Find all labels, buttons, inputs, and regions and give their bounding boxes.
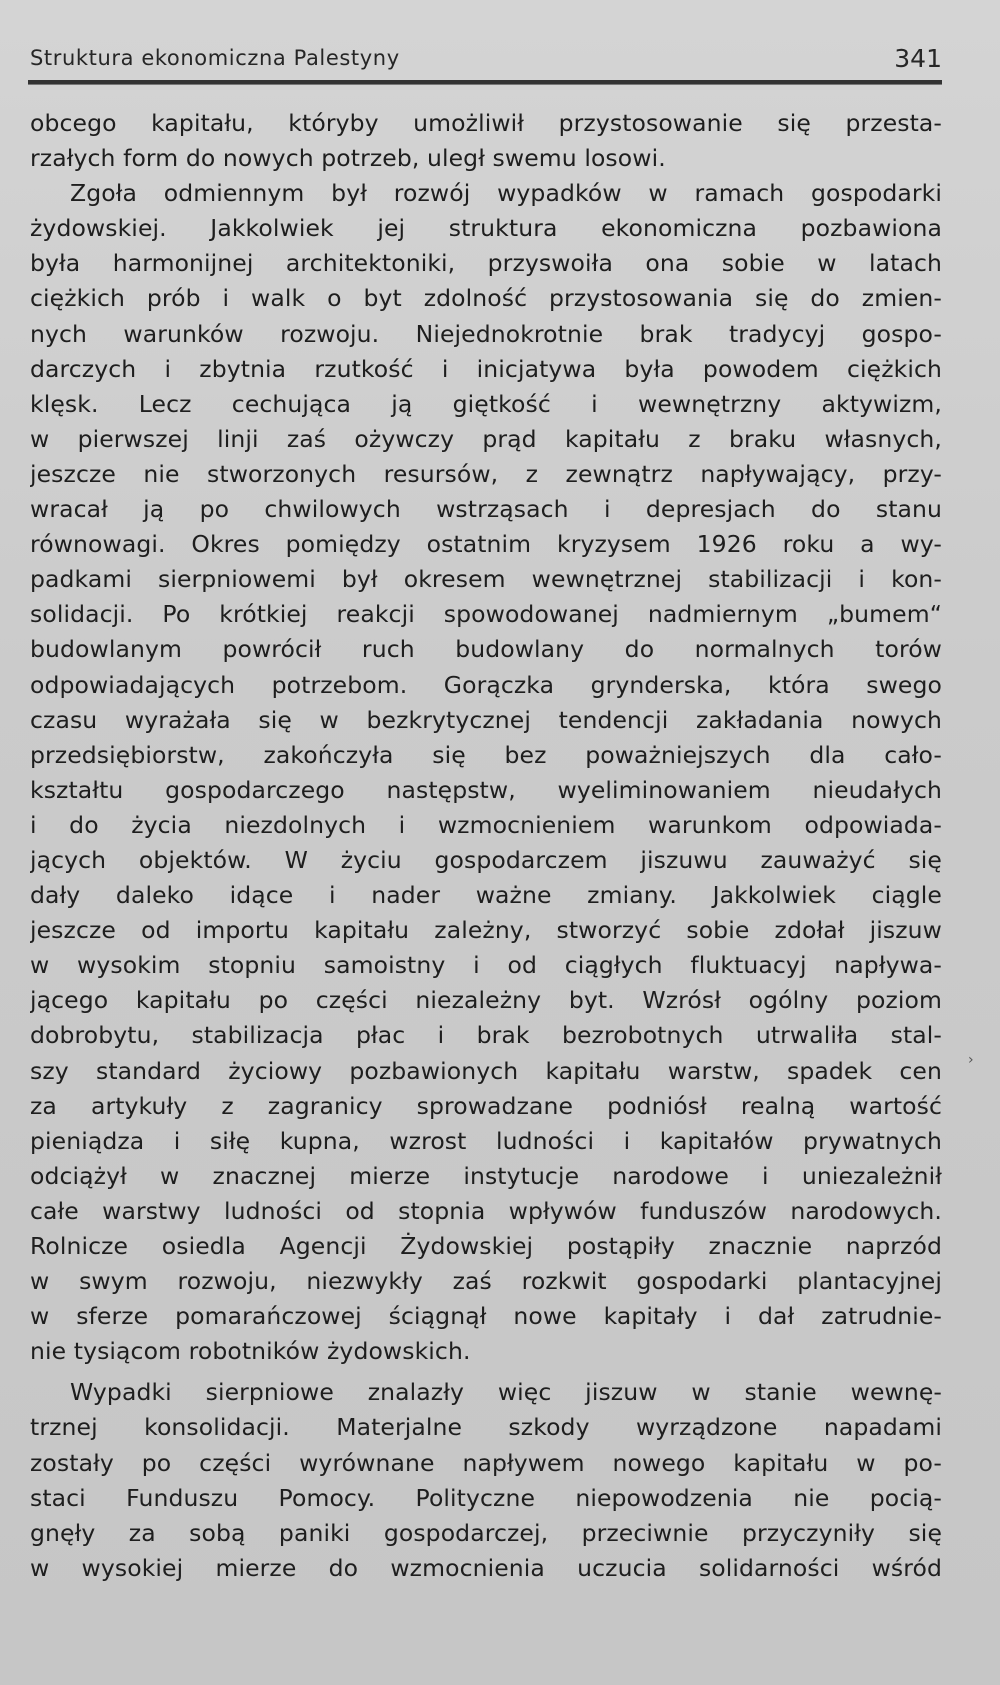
text-line: czasu wyrażała się w bezkrytycznej tendencji zakładania nowych	[30, 705, 942, 734]
text-line: jących objektów. W życiu gospodarczem jiszuwu zauważyć się	[30, 845, 942, 874]
text-line: kształtu gospodarczego następstw, wyeliminowaniem nieudałych	[30, 775, 942, 804]
text-line: Zgoła odmiennym był rozwój wypadków w ramach gospodarki	[70, 179, 942, 208]
text-line: żydowskiej. Jakkolwiek jej struktura ekonomiczna pozbawiona	[30, 214, 942, 243]
text-line: była harmonijnej architektoniki, przyswoiła ona sobie w latach	[30, 249, 942, 278]
text-line: trznej konsolidacji. Materjalne szkody wyrządzone napadami	[30, 1413, 942, 1442]
text-line: klęsk. Lecz cechująca ją giętkość i wewnętrzny aktywizm,	[30, 389, 942, 418]
text-line: dobrobytu, stabilizacja płac i brak bezrobotnych utrwaliła stal-	[30, 1021, 942, 1050]
text-line: padkami sierpniowemi był okresem wewnętrznej stabilizacji i kon-	[30, 565, 942, 594]
body-text	[30, 106, 942, 1586]
paper-speck: ›	[968, 1052, 974, 1068]
text-line: całe warstwy ludności od stopnia wpływów funduszów narodowych.	[30, 1196, 942, 1225]
text-line: jeszcze od importu kapitału zależny, stworzyć sobie zdołał jiszuw	[30, 916, 942, 945]
text-line: gnęły za sobą paniki gospodarczej, przeciwnie przyczyniły się	[30, 1518, 942, 1547]
text-line: ciężkich prób i walk o byt zdolność przystosowania się do zmien-	[30, 284, 942, 313]
text-line: w wysokiej mierze do wzmocnienia uczucia solidarności wśród	[30, 1553, 942, 1582]
text-line: pieniądza i siłę kupna, wzrost ludności i kapitałów prywatnych	[30, 1126, 942, 1155]
text-line: dały daleko idące i nader ważne zmiany. Jakkolwiek ciągle	[30, 881, 942, 910]
text-line: obcego kapitału, któryby umożliwił przystosowanie się przesta-	[30, 109, 942, 137]
text-line: solidacji. Po krótkiej reakcji spowodowanej nadmiernym „bumem“	[30, 600, 942, 629]
text-line: równowagi. Okres pomiędzy ostatnim kryzysem 1926 roku a wy-	[30, 530, 942, 559]
text-line: i do życia niezdolnych i wzmocnieniem warunkom odpowiada-	[30, 810, 942, 839]
running-head	[30, 44, 942, 78]
text-line: w sferze pomarańczowej ściągnął nowe kapitały i dał zatrudnie-	[30, 1302, 942, 1331]
text-line: Rolnicze osiedla Agencji Żydowskiej postąpiły znacznie naprzód	[30, 1232, 942, 1260]
text-line: nie tysiącom robotników żydowskich.	[30, 1337, 471, 1366]
text-line: nych warunków rozwoju. Niejednokrotnie brak tradycyj gospo-	[30, 319, 942, 348]
text-line: za artykuły z zagranicy sprowadzane podniósł realną wartość	[30, 1091, 942, 1120]
text-line: jącego kapitału po części niezależny byt. Wzrósł ogólny poziom	[30, 986, 942, 1015]
page-number: 341	[894, 44, 942, 73]
text-line: jeszcze nie stworzonych resursów, z zewnątrz napływający, przy-	[30, 459, 942, 488]
header-rule	[28, 80, 942, 85]
text-line: budowlanym powrócił ruch budowlany do normalnych torów	[30, 635, 942, 664]
text-line: w pierwszej linji zaś ożywczy prąd kapitału z braku własnych,	[30, 424, 942, 453]
text-line: staci Funduszu Pomocy. Polityczne niepowodzenia nie pocią-	[30, 1483, 942, 1512]
text-line: odpowiadających potrzebom. Gorączka grynderska, która swego	[30, 670, 942, 699]
text-line: darczych i zbytnia rzutkość i inicjatywa była powodem ciężkich	[30, 354, 942, 383]
text-line: szy standard życiowy pozbawionych kapitału warstw, spadek cen	[30, 1056, 942, 1085]
text-line: w swym rozwoju, niezwykły zaś rozkwit gospodarki plantacyjnej	[30, 1267, 942, 1296]
text-line: rzałych form do nowych potrzeb, uległ swemu losowi.	[30, 144, 666, 173]
text-line: odciążył w znacznej mierze instytucje narodowe i uniezależnił	[30, 1161, 942, 1190]
running-title: Struktura ekonomiczna Palestyny	[30, 46, 400, 70]
text-line: wracał ją po chwilowych wstrząsach i depresjach do stanu	[30, 495, 942, 524]
text-line: przedsiębiorstw, zakończyła się bez poważniejszych dla cało-	[30, 740, 942, 769]
text-line: Wypadki sierpniowe znalazły więc jiszuw w stanie wewnę-	[70, 1378, 942, 1407]
text-line: w wysokim stopniu samoistny i od ciągłych fluktuacyj napływa-	[30, 951, 942, 980]
text-line: zostały po części wyrównane napływem nowego kapitału w po-	[30, 1448, 942, 1477]
